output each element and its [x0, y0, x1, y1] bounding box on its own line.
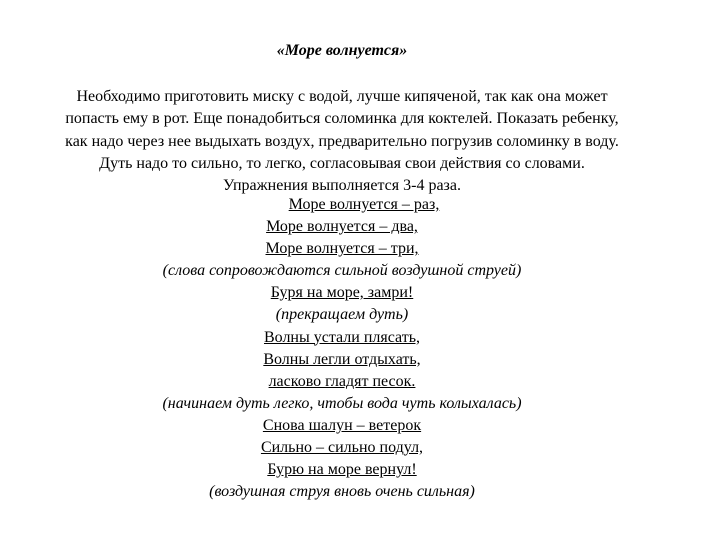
instruction-line: Необходимо приготовить миску с водой, лучше кипяченой, так как она может [76, 88, 608, 105]
poem-line: Бурю на море вернул! [267, 461, 417, 479]
instructions-paragraph [20, 86, 664, 197]
instruction-line: попасть ему в рот. Еще понадобиться соломинка для коктелей. Показать ребенку, [65, 110, 619, 128]
poem-line: Снова шалун – ветерок [262, 416, 422, 434]
stage-direction: (начинаем дуть легко, чтобы вода чуть колыхалась) [162, 394, 522, 412]
poem-line: Волны устали плясать, [263, 328, 420, 346]
poem-line: Волны легли отдыхать, [263, 350, 421, 368]
instruction-line: Дуть надо то сильно, то легко, согласовывая свои действия со словами. [99, 154, 585, 172]
poem-line: Сильно – сильно подул, [260, 439, 424, 457]
instruction-line: Упражнения выполняется 3-4 раза. [223, 177, 461, 195]
exercise-title: «Море волнуется» [276, 42, 408, 59]
poem-line: ласково гладят песок. [268, 372, 416, 390]
poem-line: Буря на море, замри! [270, 284, 414, 302]
poem-line: Море волнуется – три, [265, 240, 419, 258]
stage-direction: (воздушная струя вновь очень сильная) [209, 483, 475, 501]
poem-block [0, 194, 684, 503]
stage-direction: (прекращаем дуть) [275, 306, 409, 324]
poem-line: Море волнуется – два, [266, 218, 418, 236]
poem-line: Море волнуется – раз, [288, 196, 440, 213]
stage-direction: (слова сопровождаются сильной воздушной струей) [162, 262, 522, 280]
instruction-line: как надо через нее выдыхать воздух, предварительно погрузив соломинку в воду. [65, 132, 619, 150]
